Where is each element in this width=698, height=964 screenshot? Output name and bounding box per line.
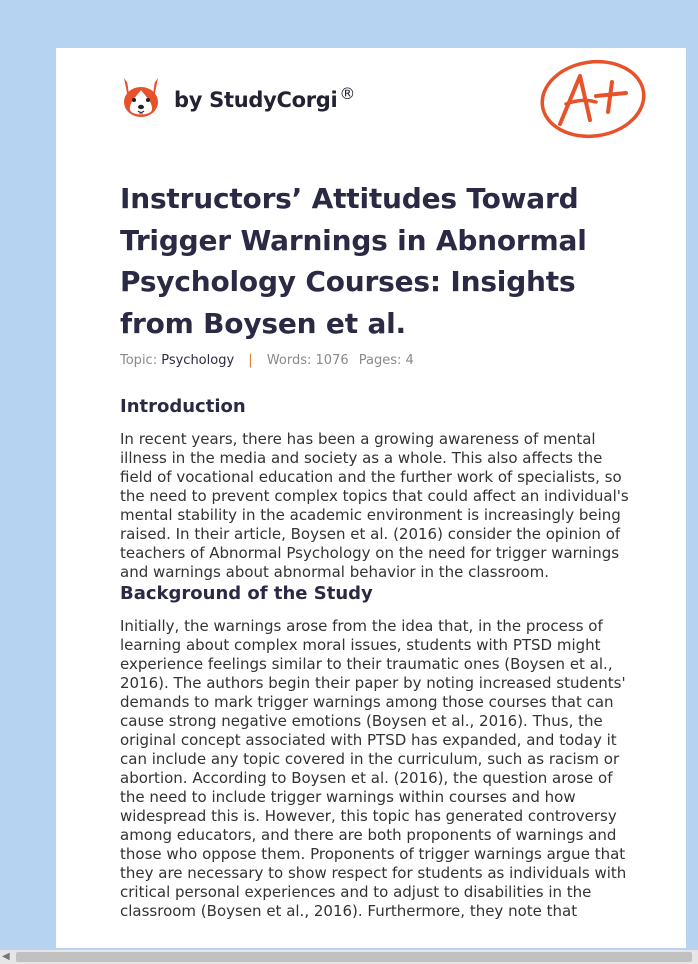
document-title: Instructors’ Attitudes Toward Trigger Warnings in Abnormal Psychology Courses: Insights from Boysen et al. <box>120 182 587 340</box>
grade-a-plus-badge <box>538 58 648 140</box>
section-heading-background: Background of the Study <box>120 583 373 604</box>
word-count: Words: 1076 <box>266 353 349 368</box>
topic-label: Topic: <box>120 353 158 368</box>
studycorgi-logo[interactable] <box>120 76 355 120</box>
scroll-left-arrow-icon[interactable]: ◀ <box>2 951 10 962</box>
meta-separator: | <box>248 353 253 368</box>
brand-name: by StudyCorgi ® <box>174 84 356 112</box>
section-text-introduction: In recent years, there has been a growing awareness of mental illness in the media and society as a whole. This also affects the field of vocational education and the further work of specialists, so the need to prevent complex topics that could affect an individual's mental stability in the academic environment is increasingly being raised. In their article, Boysen et al. (2016) consider the opinion of teachers of Abnormal Psychology on the need for trigger warnings and warnings about abnormal behavior in the classroom. <box>120 430 629 581</box>
document-page <box>56 48 686 948</box>
corgi-icon <box>120 76 162 120</box>
horizontal-scrollbar[interactable] <box>0 950 698 964</box>
section-text-background: Initially, the warnings arose from the idea that, in the process of learning about complex moral issues, students with PTSD might experience feelings similar to their traumatic ones (Boysen et al., 2016). The authors begin their paper by noting increased students' demands to mark trigger warnings among those courses that can cause strong negative emotions (Boysen et al., 2016). Thus, the original concept associated with PTSD has expanded, and today it can include any topic covered in the curriculum, such as racism or abortion. According to Boysen et al. (2016), the question arose of the need to include trigger warnings within courses and how widespread this is. However, this topic has generated controversy among educators, and there are both proponents of warnings and those who oppose them. Proponents of trigger warnings argue that they are necessary to show respect for students as individuals with critical personal experiences and to adjust to disabilities in the classroom (Boysen et al., 2016). Furthermore, they note that <box>120 617 627 920</box>
document-meta <box>120 353 632 368</box>
document-content <box>120 178 632 921</box>
topic-link[interactable]: Psychology <box>161 353 235 368</box>
scrollbar-thumb[interactable] <box>16 952 692 962</box>
page-count: Pages: 4 <box>358 353 414 368</box>
section-heading-introduction: Introduction <box>120 396 246 417</box>
